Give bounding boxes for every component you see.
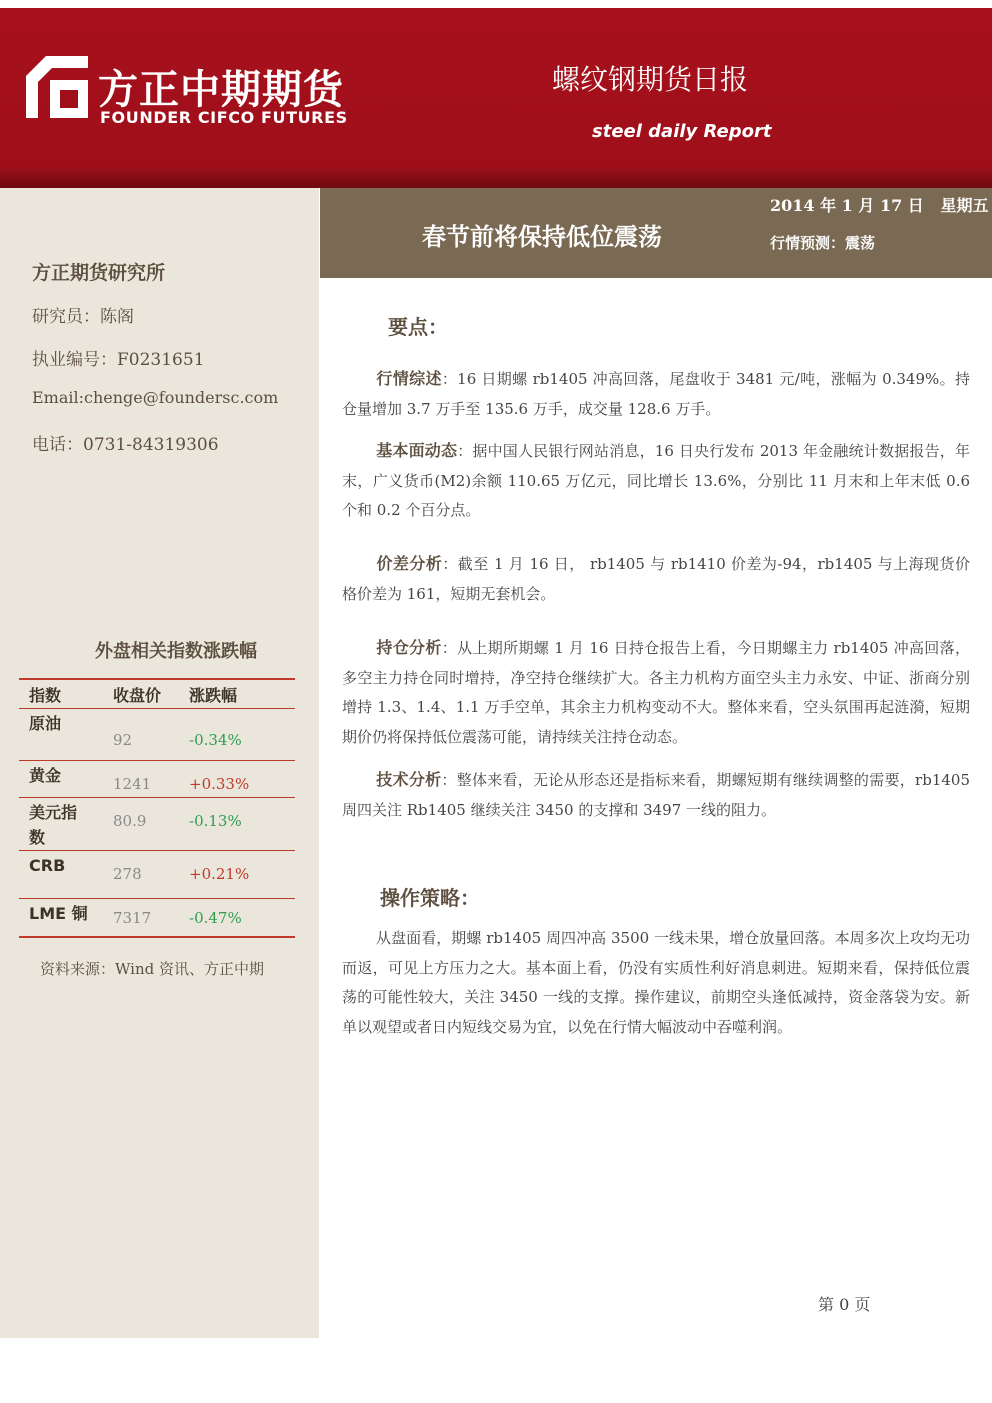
table-row (19, 798, 295, 851)
position-paragraph (342, 633, 970, 752)
headline: 春节前将保持低位震荡 (422, 222, 662, 251)
market-summary-label: 行情综述 (376, 369, 442, 388)
key-points-heading: 要点： (388, 315, 448, 339)
position-text: ：从上期所期螺 1 月 16 日持仓报告上看，今日期螺主力 rb1405 冲高回落，多空主力持仓同时增持，净空持仓继续扩大。各主力机构方面空头主力永安、中证、浙商分别增持 1.3、1.4、1.1 万手空单，其余主力机构变动不大。整体来看，空头氛围再起涟漪，短期期价仍将保持低位震荡可能，请持续关注持仓动态。 (342, 639, 970, 746)
company-logo-icon (26, 56, 88, 118)
index-name: 黄金 (19, 761, 103, 798)
table-header-row (19, 679, 295, 709)
strategy-paragraph (342, 924, 970, 1042)
market-summary-paragraph (342, 364, 970, 424)
index-table (19, 678, 295, 938)
report-subtitle: steel daily Report (592, 121, 772, 142)
index-price: 1241 (103, 761, 179, 798)
license-number: 执业编号：F0231651 (32, 350, 205, 370)
report-date: 2014 年 1 月 17 日 星期五 (770, 196, 989, 215)
analyst-phone: 电话：0731-84319306 (32, 435, 219, 455)
institute-name: 方正期货研究所 (32, 262, 166, 284)
company-name-cn: 方正中期期货 (98, 67, 344, 113)
market-forecast: 行情预测：震荡 (770, 234, 876, 252)
index-name (19, 798, 103, 851)
index-table-title: 外盘相关指数涨跌幅 (95, 641, 257, 662)
spread-text: ：截至 1 月 16 日， rb1405 与 rb1410 价差为-94，rb1405 与上海现货价格价差为 161，短期无套机会。 (342, 555, 970, 603)
index-change: +0.33% (179, 761, 295, 798)
index-name: LME 铜 (19, 899, 103, 937)
index-price: 7317 (103, 899, 179, 937)
column-header-change: 涨跌幅 (179, 679, 295, 709)
strategy-heading: 操作策略： (380, 886, 480, 910)
index-change: -0.34% (179, 709, 295, 761)
analyst-email: Email:chenge@foundersc.com (32, 388, 279, 407)
technical-text: ：整体来看，无论从形态还是指标来看，期螺短期有继续调整的需要，rb1405 周四关注 Rb1405 继续关注 3450 的支撑和 3497 一线的阻力。 (342, 771, 970, 819)
table-row (19, 761, 295, 798)
technical-paragraph (342, 765, 970, 825)
analyst-name: 研究员：陈阁 (32, 307, 134, 327)
technical-label: 技术分析 (376, 770, 442, 789)
index-name: 原油 (19, 709, 103, 761)
fundamentals-text: ：据中国人民银行网站消息，16 日央行发布 2013 年金融统计数据报告，年末，广义货币(M2)余额 110.65 万亿元，同比增长 13.6%，分别比 11 月末和上年末低 0.6 个和 0.2 个百分点。 (342, 442, 970, 519)
table-row (19, 851, 295, 899)
strategy-text: 从盘面看，期螺 rb1405 周四冲高 3500 一线未果，增仓放量回落。本周多次上攻均无功而返，可见上方压力之大。基本面上看，仍没有实质性利好消息刺进。短期来看，保持低位震荡的可能性较大，关注 3450 一线的支撑。操作建议，前期空头逢低减持，资金落袋为安。新单以观望或者日内短线交易为宜，以免在行情大幅波动中吞噬利润。 (342, 929, 970, 1036)
index-name-text: 美元指数 (29, 803, 78, 847)
company-name-en: FOUNDER CIFCO FUTURES (100, 108, 348, 127)
index-name: CRB (19, 851, 103, 899)
index-price: 92 (103, 709, 179, 761)
index-price: 80.9 (103, 798, 179, 851)
header-band (0, 8, 992, 188)
fundamentals-label: 基本面动态 (376, 441, 458, 460)
index-change: +0.21% (179, 851, 295, 899)
page-number: 第 0 页 (818, 1295, 871, 1314)
data-source: 资料来源：Wind 资讯、方正中期 (40, 960, 264, 978)
spread-label: 价差分析 (376, 554, 443, 573)
index-price: 278 (103, 851, 179, 899)
fundamentals-paragraph (342, 436, 970, 526)
position-label: 持仓分析 (376, 638, 442, 657)
table-row (19, 899, 295, 937)
report-title: 螺纹钢期货日报 (552, 63, 749, 96)
column-header-close: 收盘价 (103, 679, 179, 709)
spread-paragraph (342, 549, 970, 609)
index-change: -0.47% (179, 899, 295, 937)
index-change: -0.13% (179, 798, 295, 851)
column-header-index: 指数 (19, 679, 103, 709)
table-row (19, 709, 295, 761)
market-summary-text: ：16 日期螺 rb1405 冲高回落，尾盘收于 3481 元/吨，涨幅为 0.349%。持仓量增加 3.7 万手至 135.6 万手，成交量 128.6 万手。 (342, 370, 970, 418)
